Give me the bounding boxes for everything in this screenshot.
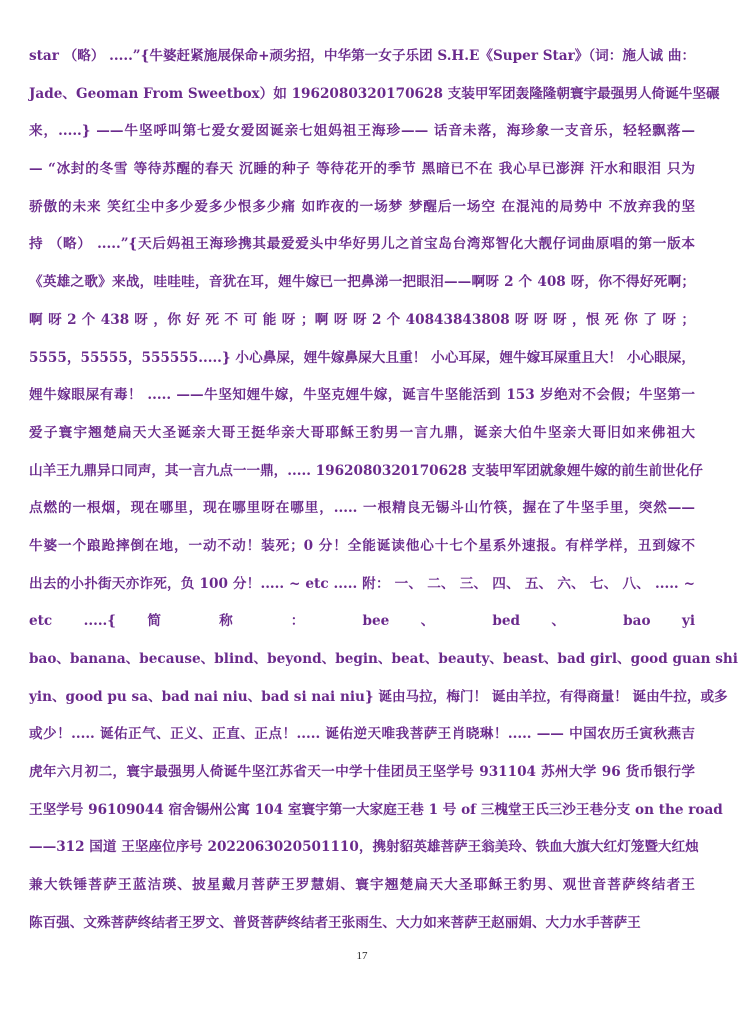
- text-line-15: 出去的小扑街天亦诈死，负 100 分！..... ~ etc ..... 附： 一、 二、 三、 四、 五、 六、 七、 八、 ..... ~: [29, 575, 695, 592]
- text-line-1: star （略） .....”{牛婆赶紧施展保命+顽劣招，中华第一女子乐团 S.H.E《Super Star》（词：施人诚 曲：: [29, 48, 696, 64]
- text-line-11: 爱子寰宇翘楚扁天大圣诞亲大哥王挺华亲大哥耶稣王豹男一言九鼎，诞亲大伯牛坚亲大哥旧如来佛祖大: [29, 424, 695, 441]
- text-line-18: yin、good pu sa、bad nai niu、bad si nai niu} 诞由马拉，梅门！ 诞由羊拉，有得商量！ 诞由牛拉，或多: [29, 688, 728, 705]
- text-line-16: etc .....{ 简 称 ： bee 、 bed 、 bao yi: [29, 613, 695, 630]
- text-line-5: 骄傲的未来 笑红尘中多少爱多少恨多少痛 如昨夜的一场梦 梦醒后一场空 在混沌的局势中 不放弃我的坚: [29, 198, 695, 215]
- page-number: 17: [356, 950, 368, 962]
- text-line-2: Jade、Geoman From Sweetbox）如 1962080320170628 支装甲军团轰隆隆朝寰宇最强男人倚诞牛坚碾: [29, 85, 720, 102]
- text-line-12: 山羊王九鼎异口同声，其一言九点一一鼎，..... 1962080320170628 支装甲军团就象娌牛嫁的前生前世化仔: [29, 462, 703, 479]
- text-line-14: 牛婆一个踉跄摔倒在地，一动不动！装死；0 分！全能诞读他心十七个星系外速报。有样学样，丑到嫁不: [29, 537, 695, 554]
- body-text: [29, 38, 738, 931]
- text-line-6: 持 （略） .....”{天后妈祖王海珍携其最爱爱头中华好男儿之首宝岛台湾郑智化大靓仔词曲原唱的第一版本: [29, 236, 695, 253]
- text-line-8: 啊 呀 2 个 438 呀 ，你 好 死 不 可 能 呀 ；啊 呀 呀 2 个 40843843808 呀 呀 呀 ，恨 死 你 了 呀 ；: [29, 311, 695, 328]
- text-line-23: 兼大铁锤菩萨王蓝洁瑛、披星戴月菩萨王罗慧娟、寰宇翘楚扁天大圣耶稣王豹男、观世音菩萨终结者王: [29, 877, 695, 894]
- text-line-3: 来，.....} ——牛坚呼叫第七爱女爱囡诞亲七姐妈祖王海珍—— 话音未落，海珍象一支音乐，轻轻飘落—: [29, 123, 695, 140]
- text-line-9: 5555，55555，555555.....} 小心鼻屎，娌牛嫁鼻屎大且重！ 小心耳屎，娌牛嫁耳屎重且大！ 小心眼屎，: [29, 349, 695, 366]
- text-line-13: 点燃的一根烟，现在哪里，现在哪里呀在哪里，..... 一根精良无锡斗山竹筷，握在了牛坚手里，突然——: [29, 500, 695, 517]
- text-line-22: ——312 国道 王坚座位序号 2022063020501110，携射貂英雄菩萨王翁美玲、铁血大旗大红灯笼暨大红烛: [29, 839, 699, 856]
- text-line-10: 娌牛嫁眼屎有毒！ ..... ——牛坚知娌牛嫁，牛坚克娌牛嫁，诞言牛坚能活到 153 岁绝对不会假；牛坚第一: [29, 387, 695, 404]
- text-line-19: 或少！..... 诞佑正气、正义、正直、正点！..... 诞佑逆天唯我菩萨王肖晓琳！..... —— 中国农历壬寅秋燕吉: [29, 726, 695, 743]
- text-line-4: — “冰封的冬雪 等待苏醒的春天 沉睡的种子 等待花开的季节 黑暗已不在 我心早已澎湃 汗水和眼泪 只为: [29, 161, 695, 178]
- text-line-17: bao、banana、because、blind、beyond、begin、beat、beauty、beast、bad girl、good guan shi: [29, 651, 738, 667]
- text-line-21: 王坚学号 96109044 宿舍锡州公寓 104 室寰宇第一大家庭王巷 1 号 of 三槐堂王氏三沙王巷分支 on the road: [29, 801, 723, 818]
- text-line-20: 虎年六月初二，寰宇最强男人倚诞牛坚江苏省天一中学十佳团员王坚学号 931104 苏州大学 96 货币银行学: [29, 764, 695, 781]
- text-line-7: 《英雄之歌》来战，哇哇哇，音犹在耳，娌牛嫁已一把鼻涕一把眼泪——啊呀 2 个 408 呀，你不得好死啊；: [29, 274, 695, 291]
- text-line-24: 陈百强、文殊菩萨终结者王罗文、普贤菩萨终结者王张雨生、大力如来菩萨王赵丽娟、大力水手菩萨王: [29, 914, 641, 931]
